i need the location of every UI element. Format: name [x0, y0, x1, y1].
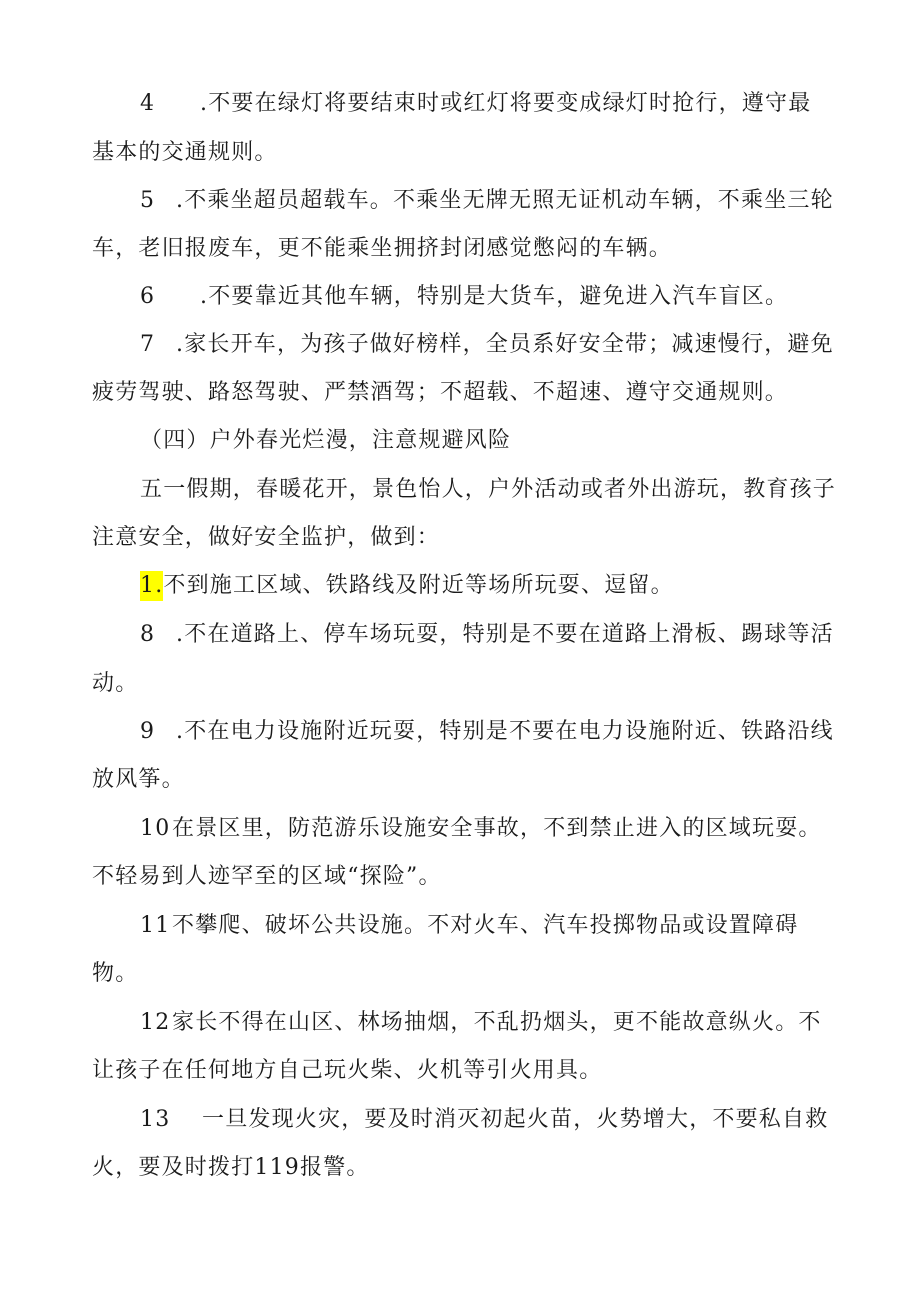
paragraph-7-text-1: .家长开车，为孩子做好榜样，全员系好安全带；减速慢行，避免	[176, 332, 834, 357]
item-number-8: 8	[140, 622, 156, 647]
paragraph-5-line-1	[140, 186, 834, 216]
intro-paragraph-line-1: 五一假期，春暖花开，景色怡人，户外活动或者外出游玩，教育孩子	[140, 477, 837, 502]
item-number-6: 6	[140, 284, 156, 309]
paragraph-7-line-1	[140, 330, 834, 360]
item-number-7: 7	[140, 332, 156, 357]
paragraph-11-text-1: 不攀爬、破坏公共设施。不对火车、汽车投掷物品或设置障碍	[172, 913, 799, 938]
paragraph-6-line-1	[140, 282, 788, 312]
paragraph-8-text-1: .不在道路上、停车场玩耍，特别是不要在道路上滑板、踢球等活	[176, 622, 834, 647]
paragraph-10-text-1: 在景区里，防范游乐设施安全事故，不到禁止进入的区域玩耍。	[172, 816, 822, 841]
paragraph-7-line-2: 疲劳驾驶、路怒驾驶、严禁酒驾；不超载、不超速、遵守交通规则。	[92, 380, 789, 405]
paragraph-1-text-1: 不到施工区域、铁路线及附近等场所玩耍、逗留。	[163, 573, 674, 598]
paragraph-12-text-1: 家长不得在山区、林场抽烟，不乱扔烟头，更不能故意纵火。不	[172, 1010, 822, 1035]
intro-paragraph-line-2: 注意安全，做好安全监护，做到：	[92, 525, 441, 550]
paragraph-13-text-1: 一旦发现火灾，要及时消灭初起火苗，火势增大，不要私自救	[202, 1107, 829, 1132]
paragraph-4-line-2: 基本的交通规则。	[92, 140, 278, 165]
paragraph-9-line-1	[140, 717, 834, 747]
paragraph-12-line-1	[140, 1008, 822, 1038]
paragraph-11-line-1	[140, 911, 798, 941]
paragraph-13-line-2: 火，要及时拨打119报警。	[92, 1155, 370, 1180]
paragraph-5-line-2: 车，老旧报废车，更不能乘坐拥挤封闭感觉憋闷的车辆。	[92, 236, 673, 261]
paragraph-1-line-1	[140, 571, 674, 601]
item-number-9: 9	[140, 719, 156, 744]
paragraph-12-line-2: 让孩子在任何地方自己玩火柴、火机等引火用具。	[92, 1058, 603, 1083]
item-number-5: 5	[140, 188, 156, 213]
paragraph-10-line-2: 不轻易到人迹罕至的区域“探险”。	[92, 864, 442, 889]
item-number-11: 11	[140, 913, 171, 938]
paragraph-6-text-1: .不要靠近其他车辆，特别是大货车，避免进入汽车盲区。	[200, 284, 789, 309]
paragraph-11-line-2: 物。	[92, 961, 139, 986]
paragraph-13-line-1	[140, 1105, 828, 1135]
paragraph-9-line-2: 放风筝。	[92, 767, 185, 792]
paragraph-8-line-1	[140, 620, 834, 650]
item-number-4: 4	[140, 91, 156, 116]
paragraph-9-text-1: .不在电力设施附近玩耍，特别是不要在电力设施附近、铁路沿线	[176, 719, 834, 744]
paragraph-4-text-1: .不要在绿灯将要结束时或红灯将要变成绿灯时抢行，遵守最	[200, 91, 812, 116]
paragraph-4-line-1	[140, 89, 811, 119]
item-number-1-highlight: 1.	[140, 571, 163, 601]
item-number-12: 12	[140, 1010, 171, 1035]
item-number-10: 10	[140, 816, 171, 841]
section-heading-4: （四）户外春光烂漫，注意规避风险	[140, 428, 512, 453]
paragraph-5-text-1: .不乘坐超员超载车。不乘坐无牌无照无证机动车辆，不乘坐三轮	[176, 188, 834, 213]
paragraph-10-line-1	[140, 814, 822, 844]
paragraph-8-line-2: 动。	[92, 671, 139, 696]
item-number-13: 13	[140, 1107, 171, 1132]
